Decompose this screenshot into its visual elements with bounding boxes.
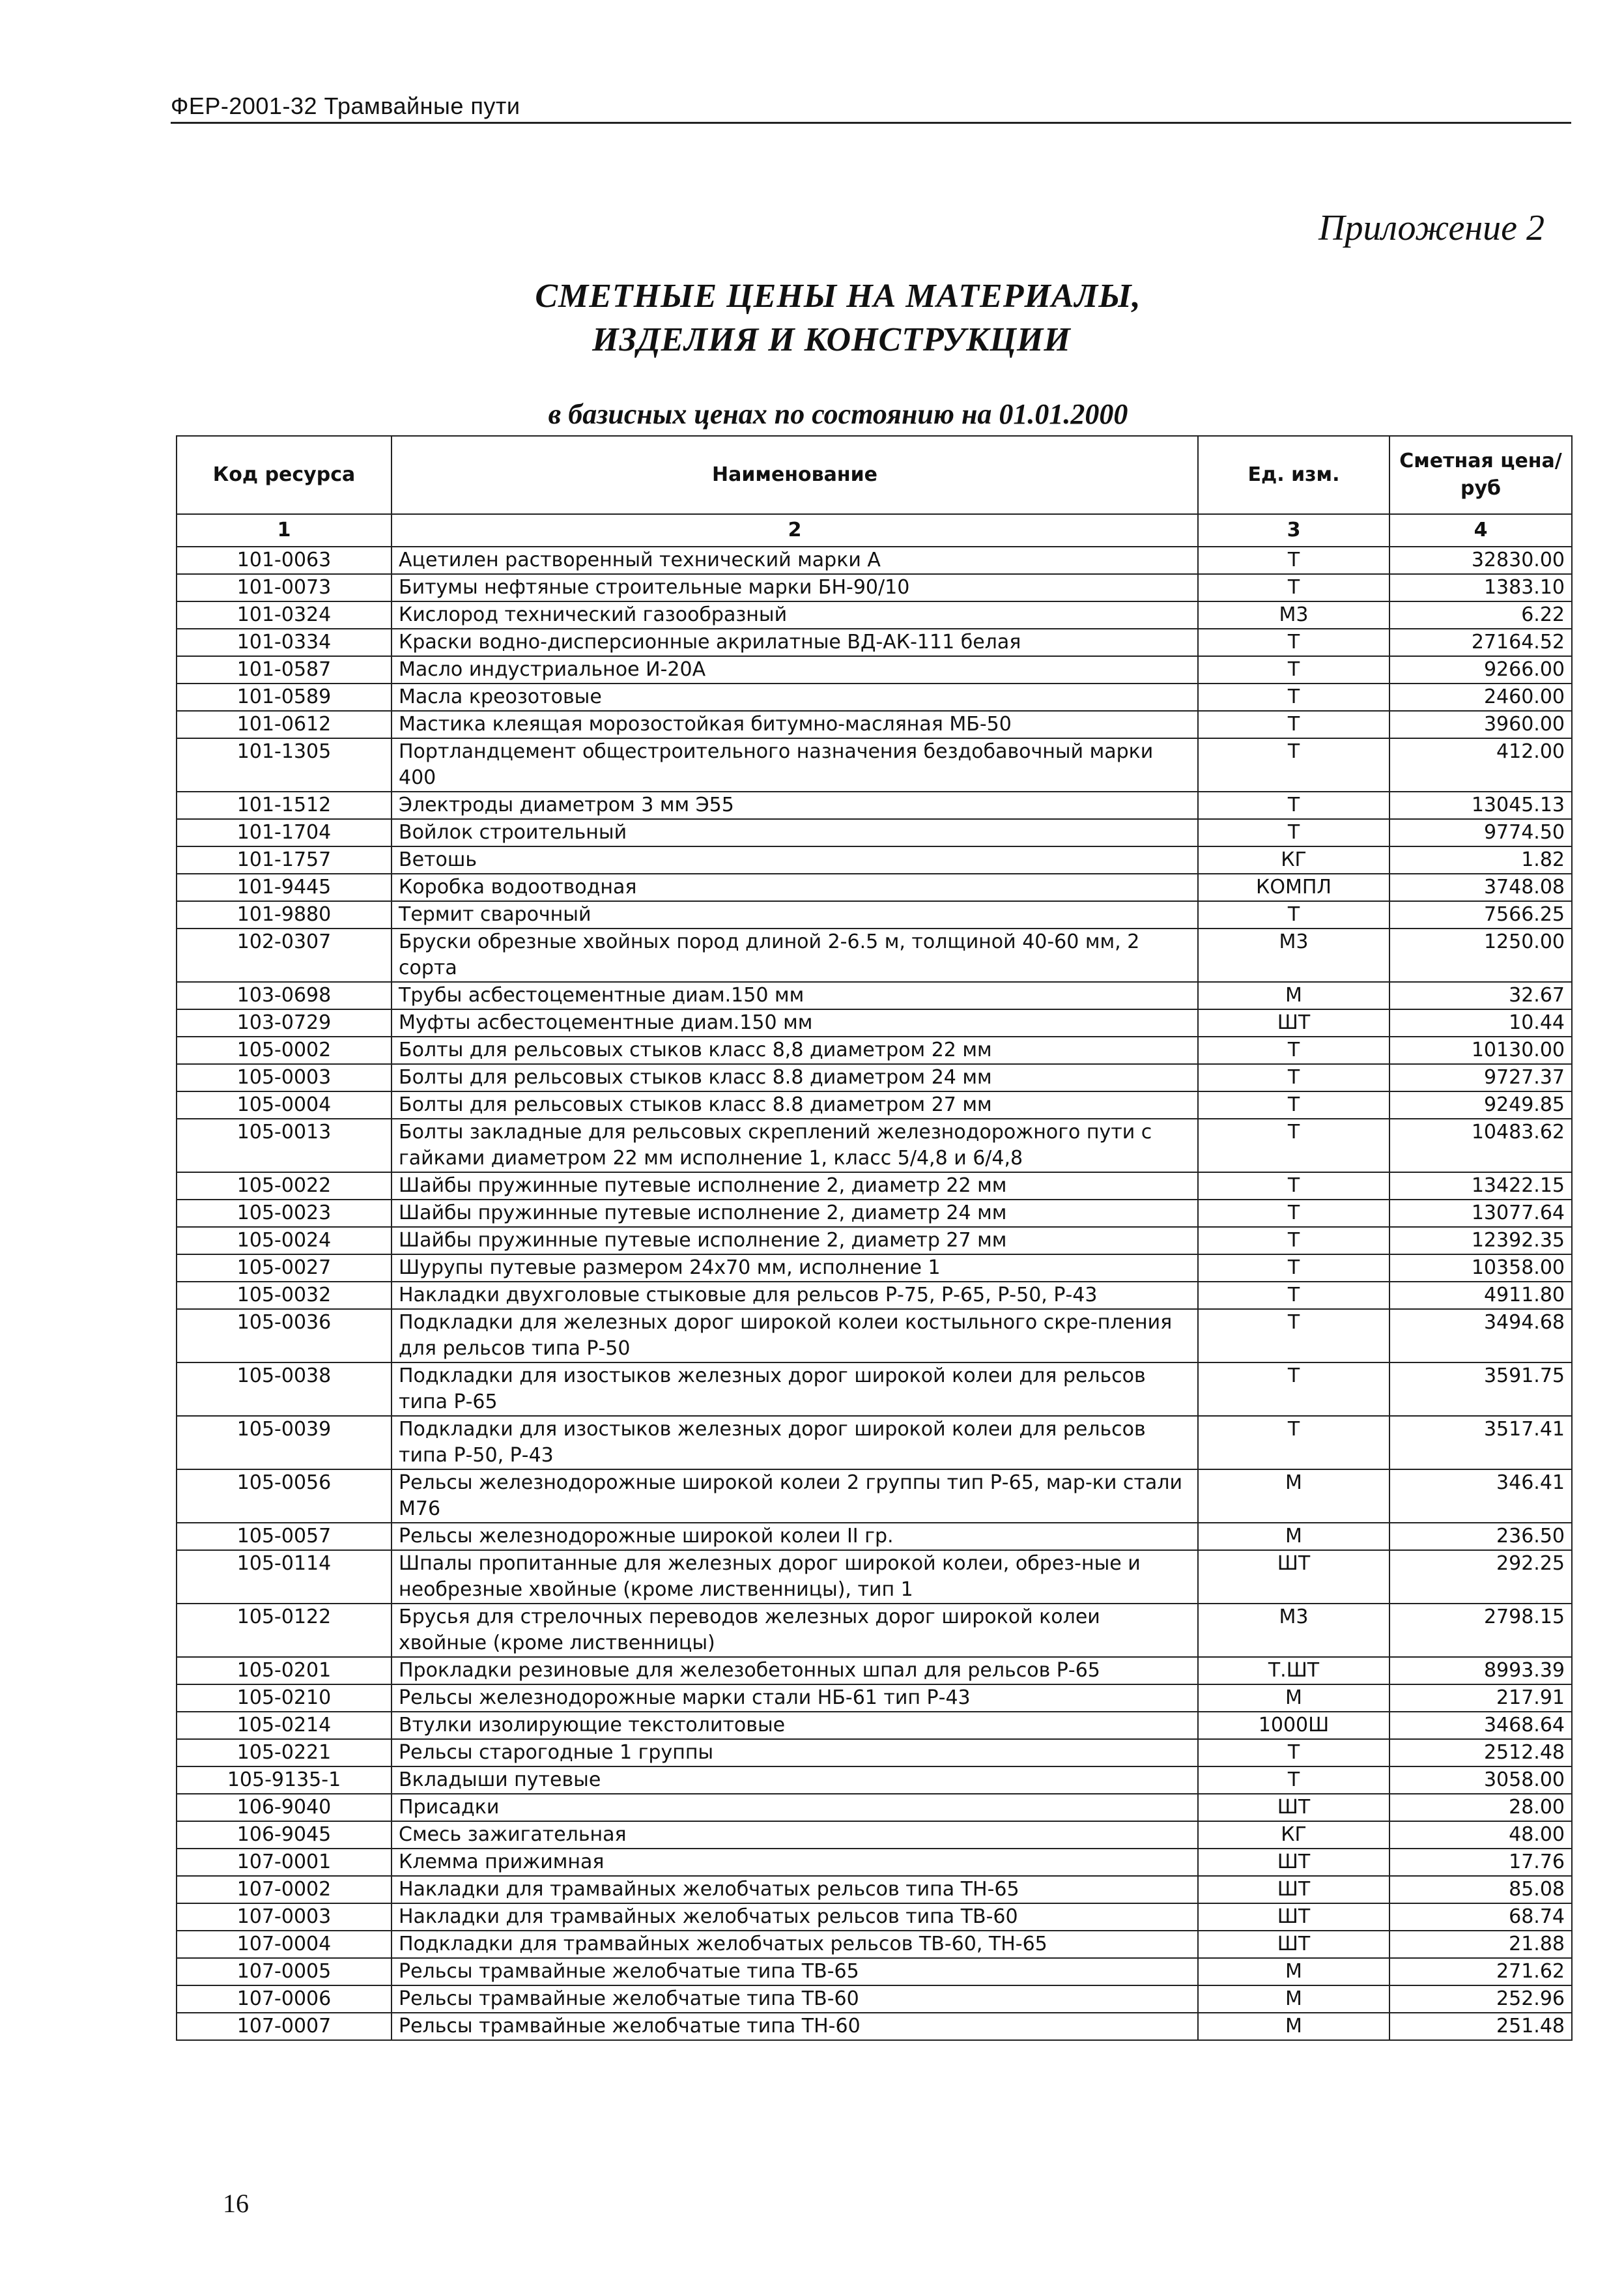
cell-name: Краски водно-дисперсионные акрилатные ВД-АК-111 белая [392, 629, 1198, 656]
cell-price: 85.08 [1389, 1876, 1572, 1903]
cell-code: 105-0122 [177, 1604, 392, 1657]
cell-unit: Т [1198, 547, 1389, 574]
cell-unit: 1000Ш [1198, 1712, 1389, 1739]
document-title-line1: СМЕТНЫЕ ЦЕНЫ НА МАТЕРИАЛЫ, [535, 278, 1141, 315]
cell-code: 106-9040 [177, 1794, 392, 1821]
cell-price: 28.00 [1389, 1794, 1572, 1821]
cell-code: 105-0002 [177, 1037, 392, 1064]
cell-code: 101-9445 [177, 874, 392, 901]
cell-price: 3058.00 [1389, 1766, 1572, 1794]
column-number-row [177, 514, 1572, 547]
cell-code: 101-1757 [177, 846, 392, 874]
cell-name: Клемма прижимная [392, 1849, 1198, 1876]
cell-code: 107-0002 [177, 1876, 392, 1903]
cell-name: Трубы асбестоцементные диам.150 мм [392, 982, 1198, 1009]
cell-name: Болты для рельсовых стыков класс 8.8 диаметром 24 мм [392, 1064, 1198, 1091]
table-row [177, 901, 1572, 929]
cell-code: 105-9135-1 [177, 1766, 392, 1794]
cell-price: 6.22 [1389, 601, 1572, 629]
cell-price: 292.25 [1389, 1550, 1572, 1604]
cell-price: 346.41 [1389, 1469, 1572, 1523]
cell-unit: Т [1198, 1739, 1389, 1766]
price-table [176, 435, 1573, 2041]
header-rule [171, 122, 1571, 124]
cell-name: Брусья для стрелочных переводов железных дорог широкой колеи хвойные (кроме лиственницы) [392, 1604, 1198, 1657]
cell-unit: Т [1198, 1282, 1389, 1309]
header-name: Наименование [392, 436, 1198, 514]
cell-name: Масла креозотовые [392, 684, 1198, 711]
table-row [177, 1362, 1572, 1416]
cell-unit: Т [1198, 1091, 1389, 1119]
table-header-row [177, 436, 1572, 514]
cell-name: Подкладки для изостыков железных дорог широкой колеи для рельсов типа Р-65 [392, 1362, 1198, 1416]
table-row [177, 1985, 1572, 2013]
cell-code: 105-0038 [177, 1362, 392, 1416]
cell-name: Ветошь [392, 846, 1198, 874]
cell-price: 10483.62 [1389, 1119, 1572, 1172]
table-row [177, 1469, 1572, 1523]
cell-code: 101-1305 [177, 738, 392, 792]
table-row [177, 1091, 1572, 1119]
cell-code: 105-0214 [177, 1712, 392, 1739]
table-row [177, 1550, 1572, 1604]
cell-name: Рельсы трамвайные желобчатые типа ТВ-60 [392, 1985, 1198, 2013]
table-row [177, 1309, 1572, 1362]
table-row [177, 1712, 1572, 1739]
cell-name: Болты закладные для рельсовых скреплений железнодорожного пути с гайками диаметром 22 мм исполнение 1, класс 5/4,8 и 6/4,8 [392, 1119, 1198, 1172]
cell-unit: Т [1198, 1200, 1389, 1227]
cell-unit: Т [1198, 574, 1389, 601]
cell-price: 3468.64 [1389, 1712, 1572, 1739]
cell-price: 10130.00 [1389, 1037, 1572, 1064]
cell-price: 2512.48 [1389, 1739, 1572, 1766]
cell-code: 101-0612 [177, 711, 392, 738]
cell-price: 2798.15 [1389, 1604, 1572, 1657]
cell-code: 107-0005 [177, 1958, 392, 1985]
cell-code: 101-0324 [177, 601, 392, 629]
cell-code: 107-0006 [177, 1985, 392, 2013]
cell-code: 106-9045 [177, 1821, 392, 1849]
cell-price: 32.67 [1389, 982, 1572, 1009]
cell-name: Болты для рельсовых стыков класс 8.8 диаметром 27 мм [392, 1091, 1198, 1119]
table-row [177, 1821, 1572, 1849]
cell-code: 105-0210 [177, 1684, 392, 1712]
cell-name: Подкладки для трамвайных желобчатых рельсов ТВ-60, ТН-65 [392, 1931, 1198, 1958]
cell-name: Шайбы пружинные путевые исполнение 2, диаметр 24 мм [392, 1200, 1198, 1227]
cell-name: Прокладки резиновые для железобетонных шпал для рельсов Р-65 [392, 1657, 1198, 1684]
cell-price: 1250.00 [1389, 929, 1572, 982]
document-subtitle: в базисных ценах по состоянию на 01.01.2000 [548, 398, 1128, 430]
cell-name: Электроды диаметром 3 мм Э55 [392, 792, 1198, 819]
table-row [177, 1282, 1572, 1309]
table-row [177, 929, 1572, 982]
cell-unit: Т [1198, 1227, 1389, 1254]
cell-code: 105-0114 [177, 1550, 392, 1604]
cell-code: 105-0032 [177, 1282, 392, 1309]
cell-name: Кислород технический газообразный [392, 601, 1198, 629]
cell-unit: Т [1198, 1119, 1389, 1172]
cell-unit: М [1198, 1684, 1389, 1712]
cell-unit: Т [1198, 901, 1389, 929]
cell-price: 236.50 [1389, 1523, 1572, 1550]
table-body [177, 547, 1572, 2040]
cell-unit: Т [1198, 684, 1389, 711]
table-row [177, 1657, 1572, 1684]
cell-name: Войлок строительный [392, 819, 1198, 846]
cell-name: Битумы нефтяные строительные марки БН-90/10 [392, 574, 1198, 601]
cell-name: Накладки для трамвайных желобчатых рельсов типа ТВ-60 [392, 1903, 1198, 1931]
cell-unit: М3 [1198, 601, 1389, 629]
cell-price: 1383.10 [1389, 574, 1572, 601]
cell-unit: ШТ [1198, 1550, 1389, 1604]
cell-unit: Т [1198, 711, 1389, 738]
cell-unit: М3 [1198, 1604, 1389, 1657]
cell-unit: Т [1198, 1172, 1389, 1200]
cell-price: 412.00 [1389, 738, 1572, 792]
cell-unit: ШТ [1198, 1903, 1389, 1931]
cell-name: Подкладки для железных дорог широкой колеи костыльного скре-пления для рельсов типа Р-50 [392, 1309, 1198, 1362]
cell-unit: КОМПЛ [1198, 874, 1389, 901]
cell-code: 105-0036 [177, 1309, 392, 1362]
cell-code: 107-0004 [177, 1931, 392, 1958]
table-row [177, 1794, 1572, 1821]
cell-name: Вкладыши путевые [392, 1766, 1198, 1794]
cell-unit: Т [1198, 1037, 1389, 1064]
cell-price: 68.74 [1389, 1903, 1572, 1931]
cell-unit: Т [1198, 792, 1389, 819]
cell-code: 105-0003 [177, 1064, 392, 1091]
cell-unit: Т [1198, 819, 1389, 846]
table-row [177, 846, 1572, 874]
cell-code: 101-1512 [177, 792, 392, 819]
cell-price: 3960.00 [1389, 711, 1572, 738]
table-row [177, 1684, 1572, 1712]
cell-unit: Т [1198, 1416, 1389, 1469]
cell-code: 105-0024 [177, 1227, 392, 1254]
cell-name: Муфты асбестоцементные диам.150 мм [392, 1009, 1198, 1037]
cell-code: 107-0007 [177, 2013, 392, 2040]
cell-name: Рельсы трамвайные желобчатые типа ТН-60 [392, 2013, 1198, 2040]
table-row [177, 1903, 1572, 1931]
table-row [177, 1876, 1572, 1903]
table-row [177, 982, 1572, 1009]
table-row [177, 1958, 1572, 1985]
table-row [177, 1254, 1572, 1282]
cell-code: 105-0023 [177, 1200, 392, 1227]
header-unit: Ед. изм. [1198, 436, 1389, 514]
column-number: 1 [177, 514, 392, 547]
column-number: 2 [392, 514, 1198, 547]
cell-unit: Т [1198, 1309, 1389, 1362]
cell-unit: М [1198, 2013, 1389, 2040]
cell-unit: Т.ШТ [1198, 1657, 1389, 1684]
table-row [177, 1172, 1572, 1200]
cell-code: 101-0589 [177, 684, 392, 711]
cell-price: 7566.25 [1389, 901, 1572, 929]
cell-unit: М [1198, 1523, 1389, 1550]
table-row [177, 601, 1572, 629]
table-row [177, 874, 1572, 901]
cell-name: Шайбы пружинные путевые исполнение 2, диаметр 22 мм [392, 1172, 1198, 1200]
cell-unit: ШТ [1198, 1849, 1389, 1876]
cell-price: 13077.64 [1389, 1200, 1572, 1227]
cell-name: Масло индустриальное И-20А [392, 656, 1198, 684]
cell-price: 17.76 [1389, 1849, 1572, 1876]
cell-price: 3517.41 [1389, 1416, 1572, 1469]
cell-name: Смесь зажигательная [392, 1821, 1198, 1849]
cell-code: 105-0201 [177, 1657, 392, 1684]
cell-price: 2460.00 [1389, 684, 1572, 711]
cell-code: 101-1704 [177, 819, 392, 846]
cell-code: 103-0729 [177, 1009, 392, 1037]
cell-price: 252.96 [1389, 1985, 1572, 2013]
cell-name: Шурупы путевые размером 24х70 мм, исполнение 1 [392, 1254, 1198, 1282]
cell-code: 105-0013 [177, 1119, 392, 1172]
table-row [177, 1227, 1572, 1254]
cell-code: 101-0587 [177, 656, 392, 684]
cell-price: 3591.75 [1389, 1362, 1572, 1416]
cell-name: Болты для рельсовых стыков класс 8,8 диаметром 22 мм [392, 1037, 1198, 1064]
cell-unit: ШТ [1198, 1794, 1389, 1821]
cell-unit: М [1198, 1958, 1389, 1985]
table-row [177, 1064, 1572, 1091]
document-title-line2: ИЗДЕЛИЯ И КОНСТРУКЦИИ [592, 321, 1071, 358]
cell-price: 10.44 [1389, 1009, 1572, 1037]
column-number: 3 [1198, 514, 1389, 547]
cell-code: 105-0039 [177, 1416, 392, 1469]
cell-price: 271.62 [1389, 1958, 1572, 1985]
cell-price: 9266.00 [1389, 656, 1572, 684]
cell-name: Коробка водоотводная [392, 874, 1198, 901]
cell-unit: Т [1198, 1064, 1389, 1091]
table-row [177, 547, 1572, 574]
cell-price: 32830.00 [1389, 547, 1572, 574]
cell-code: 105-0027 [177, 1254, 392, 1282]
cell-code: 107-0001 [177, 1849, 392, 1876]
cell-code: 105-0057 [177, 1523, 392, 1550]
cell-price: 9249.85 [1389, 1091, 1572, 1119]
cell-code: 105-0022 [177, 1172, 392, 1200]
cell-price: 12392.35 [1389, 1227, 1572, 1254]
column-number: 4 [1389, 514, 1572, 547]
cell-name: Рельсы старогодные 1 группы [392, 1739, 1198, 1766]
cell-price: 251.48 [1389, 2013, 1572, 2040]
cell-unit: М [1198, 1469, 1389, 1523]
cell-code: 102-0307 [177, 929, 392, 982]
cell-unit: КГ [1198, 846, 1389, 874]
cell-name: Рельсы трамвайные желобчатые типа ТВ-65 [392, 1958, 1198, 1985]
cell-unit: Т [1198, 1766, 1389, 1794]
cell-price: 21.88 [1389, 1931, 1572, 1958]
cell-price: 13045.13 [1389, 792, 1572, 819]
cell-price: 8993.39 [1389, 1657, 1572, 1684]
cell-unit: Т [1198, 656, 1389, 684]
header-code: Код ресурса [177, 436, 392, 514]
table-row [177, 792, 1572, 819]
cell-name: Шайбы пружинные путевые исполнение 2, диаметр 27 мм [392, 1227, 1198, 1254]
cell-price: 9727.37 [1389, 1064, 1572, 1091]
cell-unit: ШТ [1198, 1009, 1389, 1037]
cell-code: 105-0056 [177, 1469, 392, 1523]
cell-name: Шпалы пропитанные для железных дорог широкой колеи, обрез-ные и необрезные хвойные (кроме лиственницы), тип 1 [392, 1550, 1198, 1604]
table-row [177, 819, 1572, 846]
table-row [177, 574, 1572, 601]
table-row [177, 656, 1572, 684]
appendix-label: Приложение 2 [1318, 208, 1545, 248]
cell-name: Накладки для трамвайных желобчатых рельсов типа ТН-65 [392, 1876, 1198, 1903]
cell-name: Рельсы железнодорожные широкой колеи 2 группы тип Р-65, мар-ки стали М76 [392, 1469, 1198, 1523]
page-number: 16 [223, 2189, 249, 2218]
cell-name: Термит сварочный [392, 901, 1198, 929]
table-row [177, 711, 1572, 738]
cell-name: Мастика клеящая морозостойкая битумно-масляная МБ-50 [392, 711, 1198, 738]
table-row [177, 1739, 1572, 1766]
cell-price: 9774.50 [1389, 819, 1572, 846]
table-row [177, 1766, 1572, 1794]
table-row [177, 1849, 1572, 1876]
cell-unit: ШТ [1198, 1876, 1389, 1903]
table-row [177, 1009, 1572, 1037]
cell-name: Накладки двухголовые стыковые для рельсов Р-75, Р-65, Р-50, Р-43 [392, 1282, 1198, 1309]
cell-price: 3494.68 [1389, 1309, 1572, 1362]
cell-unit: ШТ [1198, 1931, 1389, 1958]
cell-price: 10358.00 [1389, 1254, 1572, 1282]
cell-unit: Т [1198, 1254, 1389, 1282]
cell-price: 3748.08 [1389, 874, 1572, 901]
table-row [177, 1523, 1572, 1550]
cell-price: 4911.80 [1389, 1282, 1572, 1309]
cell-unit: Т [1198, 1362, 1389, 1416]
cell-unit: М [1198, 1985, 1389, 2013]
table-row [177, 2013, 1572, 2040]
cell-price: 1.82 [1389, 846, 1572, 874]
table-row [177, 1931, 1572, 1958]
cell-name: Втулки изолирующие текстолитовые [392, 1712, 1198, 1739]
cell-unit: КГ [1198, 1821, 1389, 1849]
table-row [177, 738, 1572, 792]
cell-unit: Т [1198, 629, 1389, 656]
cell-code: 105-0004 [177, 1091, 392, 1119]
table-row [177, 1200, 1572, 1227]
table-row [177, 1416, 1572, 1469]
cell-code: 105-0221 [177, 1739, 392, 1766]
cell-name: Рельсы железнодорожные марки стали НБ-61 тип Р-43 [392, 1684, 1198, 1712]
cell-unit: М [1198, 982, 1389, 1009]
cell-price: 27164.52 [1389, 629, 1572, 656]
header-price: Сметная цена/руб [1389, 436, 1572, 514]
cell-price: 217.91 [1389, 1684, 1572, 1712]
table-row [177, 1037, 1572, 1064]
cell-price: 48.00 [1389, 1821, 1572, 1849]
cell-price: 13422.15 [1389, 1172, 1572, 1200]
cell-code: 101-9880 [177, 901, 392, 929]
cell-name: Бруски обрезные хвойных пород длиной 2-6.5 м, толщиной 40-60 мм, 2 сорта [392, 929, 1198, 982]
table-row [177, 684, 1572, 711]
cell-unit: М3 [1198, 929, 1389, 982]
cell-code: 101-0073 [177, 574, 392, 601]
cell-name: Ацетилен растворенный технический марки А [392, 547, 1198, 574]
cell-name: Подкладки для изостыков железных дорог широкой колеи для рельсов типа Р-50, Р-43 [392, 1416, 1198, 1469]
cell-name: Портландцемент общестроительного назначения бездобавочный марки 400 [392, 738, 1198, 792]
running-header: ФЕР-2001-32 Трамвайные пути [171, 93, 520, 119]
cell-code: 101-0063 [177, 547, 392, 574]
table-row [177, 1604, 1572, 1657]
table-row [177, 1119, 1572, 1172]
cell-name: Присадки [392, 1794, 1198, 1821]
table-row [177, 629, 1572, 656]
cell-code: 103-0698 [177, 982, 392, 1009]
cell-code: 107-0003 [177, 1903, 392, 1931]
cell-code: 101-0334 [177, 629, 392, 656]
cell-unit: Т [1198, 738, 1389, 792]
cell-name: Рельсы железнодорожные широкой колеи II гр. [392, 1523, 1198, 1550]
